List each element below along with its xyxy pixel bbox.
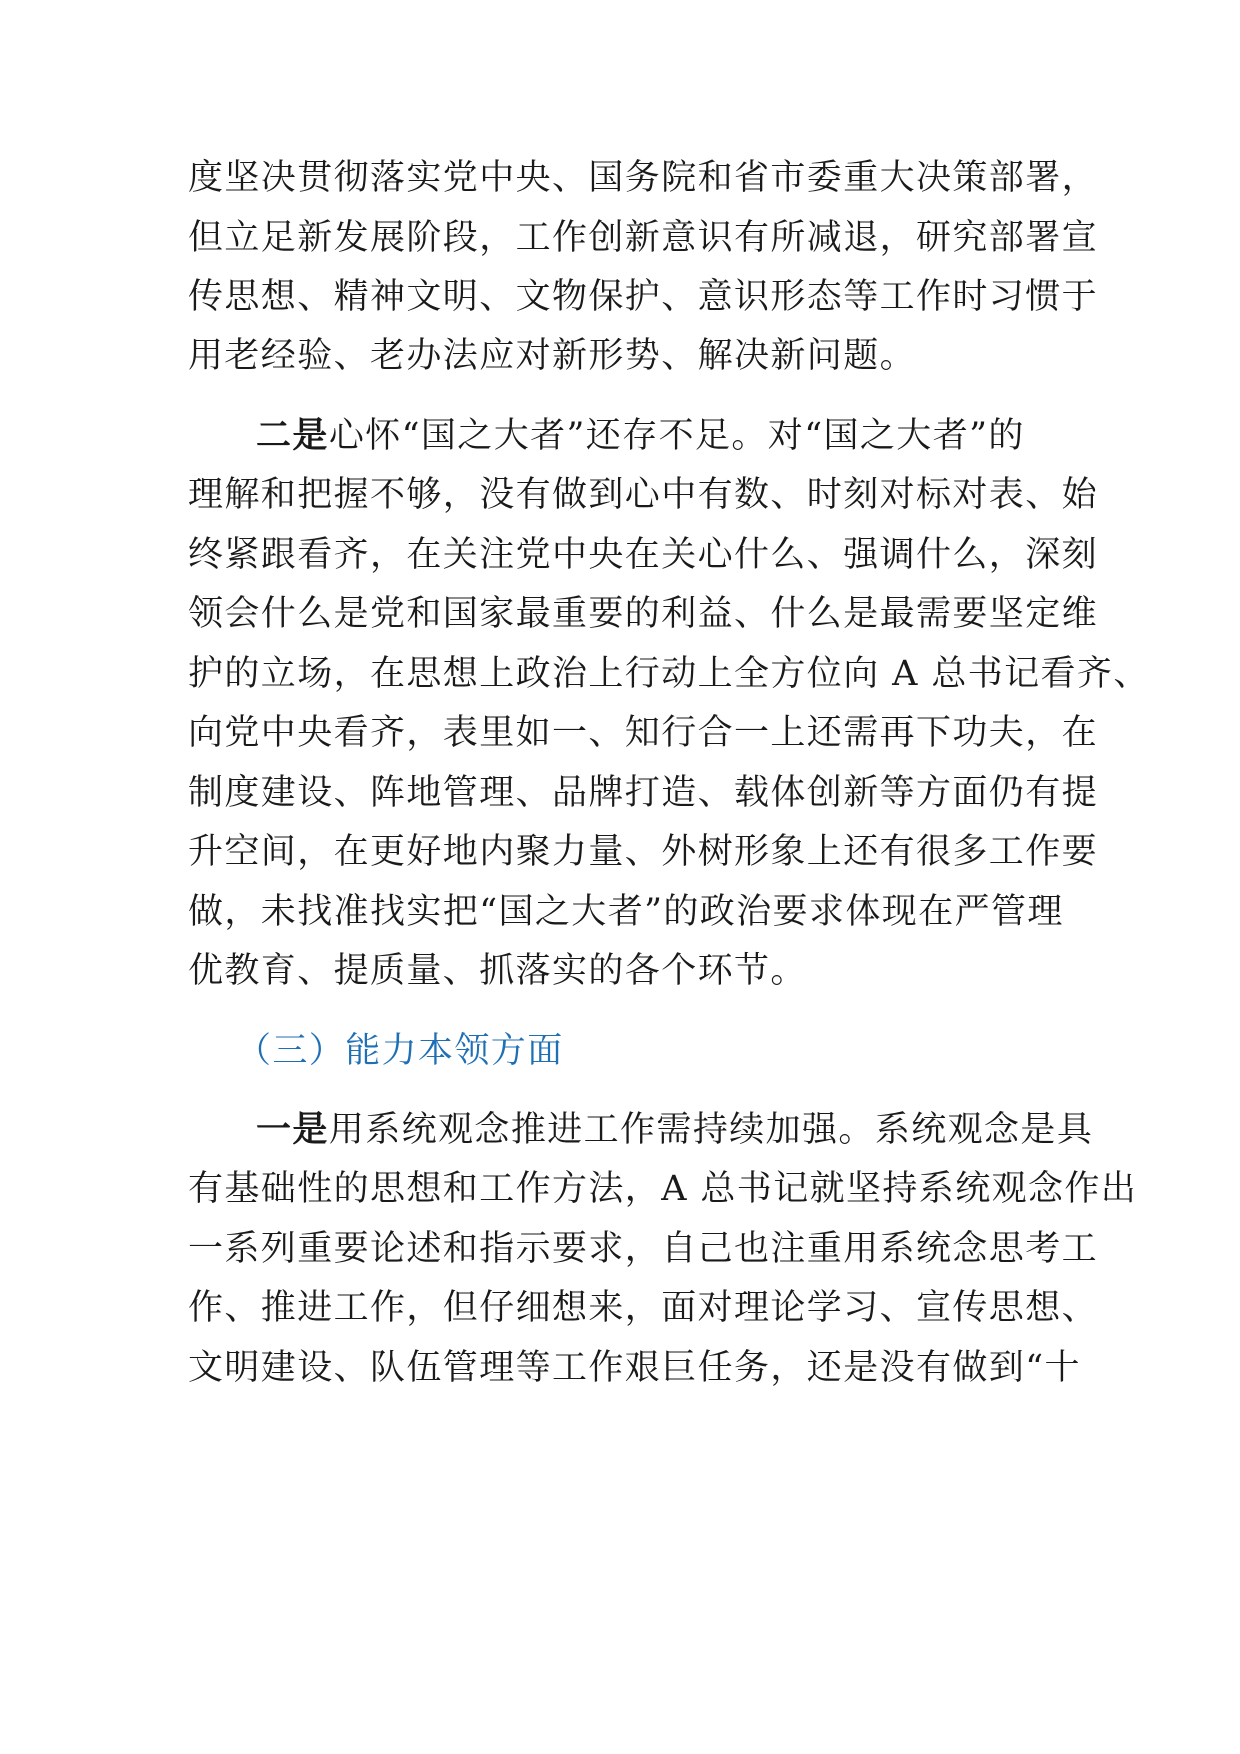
paragraph-2-line-2: 理解和把握不够，没有做到心中有数、时刻对标对表、始	[188, 475, 1099, 515]
paragraph-2-lead: 二是	[256, 415, 329, 456]
paragraph-2-line-6: 向党中央看齐，表里如一、知行合一上还需再下功夫，在	[188, 713, 1099, 753]
paragraph-3-first-line-text: 用系统观念推进工作需持续加强。系统观念是具	[328, 1110, 1094, 1150]
paragraph-2-first-line-text: 心怀“国之大者”还存不足。对“国之大者”的	[328, 416, 1025, 456]
paragraph-3-line-4: 作、推进工作，但仔细想来，面对理论学习、宣传思想、	[188, 1288, 1099, 1328]
paragraph-2-line-3: 终紧跟看齐，在关注党中央在关心什么、强调什么，深刻	[188, 535, 1099, 575]
paragraph-2-line-10: 优教育、提质量、抓落实的各个环节。	[188, 951, 807, 991]
paragraph-3-line-5: 文明建设、队伍管理等工作艰巨任务，还是没有做到“十	[188, 1348, 1081, 1388]
paragraph-3-line-3: 一系列重要论述和指示要求，自己也注重用系统念思考工	[188, 1229, 1099, 1269]
paragraph-2-line-8: 升空间，在更好地内聚力量、外树形象上还有很多工作要	[188, 832, 1099, 872]
paragraph-1-line-4: 用老经验、老办法应对新形势、解决新问题。	[188, 336, 917, 376]
paragraph-2-line-5: 护的立场，在思想上政治上行动上全方位向 A 总书记看齐、	[188, 654, 1150, 694]
paragraph-2-line-7: 制度建设、阵地管理、品牌打造、载体创新等方面仍有提	[188, 773, 1099, 813]
paragraph-3-line-1	[256, 1110, 1093, 1150]
paragraph-1-line-1: 度坚决贯彻落实党中央、国务院和省市委重大决策部署，	[188, 158, 1099, 198]
section-heading-3: （三）能力本领方面	[236, 1031, 564, 1071]
paragraph-3-line-2: 有基础性的思想和工作方法，A 总书记就坚持系统观念作出	[188, 1169, 1138, 1209]
paragraph-1-line-2: 但立足新发展阶段，工作创新意识有所减退，研究部署宣	[188, 218, 1099, 258]
paragraph-2-line-4: 领会什么是党和国家最重要的利益、什么是最需要坚定维	[188, 594, 1099, 634]
paragraph-2-line-1	[256, 416, 1025, 456]
paragraph-1-line-3: 传思想、精神文明、文物保护、意识形态等工作时习惯于	[188, 277, 1099, 317]
paragraph-3-lead: 一是	[256, 1109, 329, 1150]
paragraph-2-line-9: 做，未找准找实把“国之大者”的政治要求体现在严管理	[188, 892, 1064, 932]
